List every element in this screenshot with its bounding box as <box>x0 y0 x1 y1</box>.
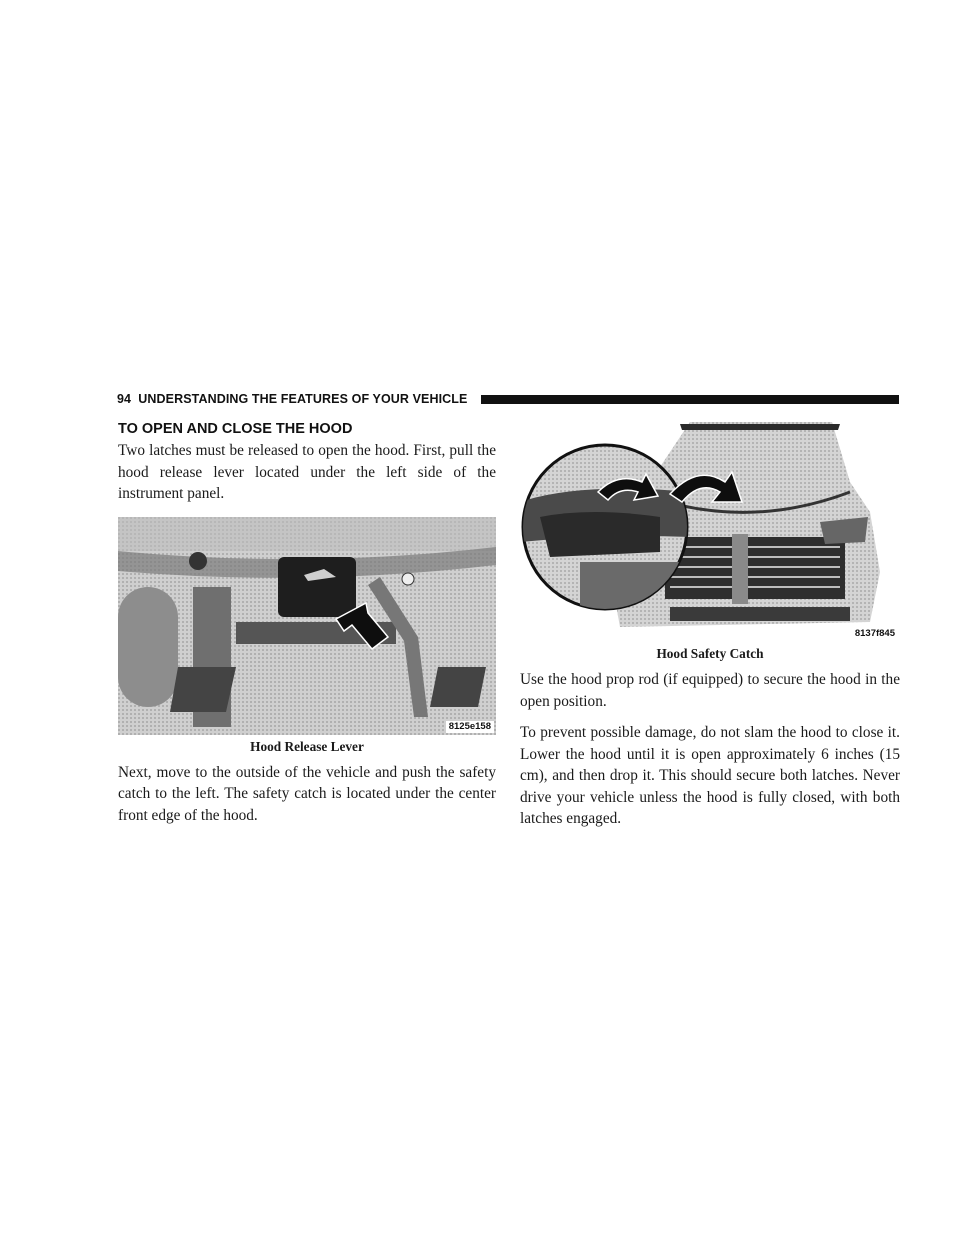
figure-caption-right: Hood Safety Catch <box>656 646 764 661</box>
figure-caption: Hood Release Lever <box>250 738 364 754</box>
prop-rod-paragraph: Use the hood prop rod (if equipped) to secure the hood in the open position. <box>520 671 900 710</box>
hood-safety-catch-figure <box>520 422 900 642</box>
page-header <box>117 391 899 407</box>
figure-code-right: 8137f845 <box>854 628 895 639</box>
left-column <box>118 420 496 826</box>
header-rule <box>481 395 899 404</box>
section-title-header: UNDERSTANDING THE FEATURES OF YOUR VEHICLE <box>138 392 468 406</box>
safety-catch-paragraph: Next, move to the outside of the vehicle and push the safety catch to the left. The safety catch is located under the center front edge of the hood. <box>118 763 496 824</box>
intro-paragraph: Two latches must be released to open the hood. First, pull the hood release lever located under the left side of the instrument panel. <box>118 442 496 502</box>
hood-release-lever-figure <box>118 517 496 735</box>
section-heading: TO OPEN AND CLOSE THE HOOD <box>118 421 353 437</box>
hood-safety-catch-illustration <box>520 422 900 642</box>
right-column <box>520 420 900 830</box>
figure-code: 8125e158 <box>446 721 494 733</box>
hood-release-lever-illustration <box>118 517 496 735</box>
closing-paragraph: To prevent possible damage, do not slam the hood to close it. Lower the hood until it is open approximately 6 inches (15 cm), and then drop it. This should secure both latches. Never drive your vehicle unless the hood is fully closed, with both latches engaged. <box>520 724 900 827</box>
page-number: 94 <box>117 392 132 406</box>
header-label <box>117 391 467 407</box>
